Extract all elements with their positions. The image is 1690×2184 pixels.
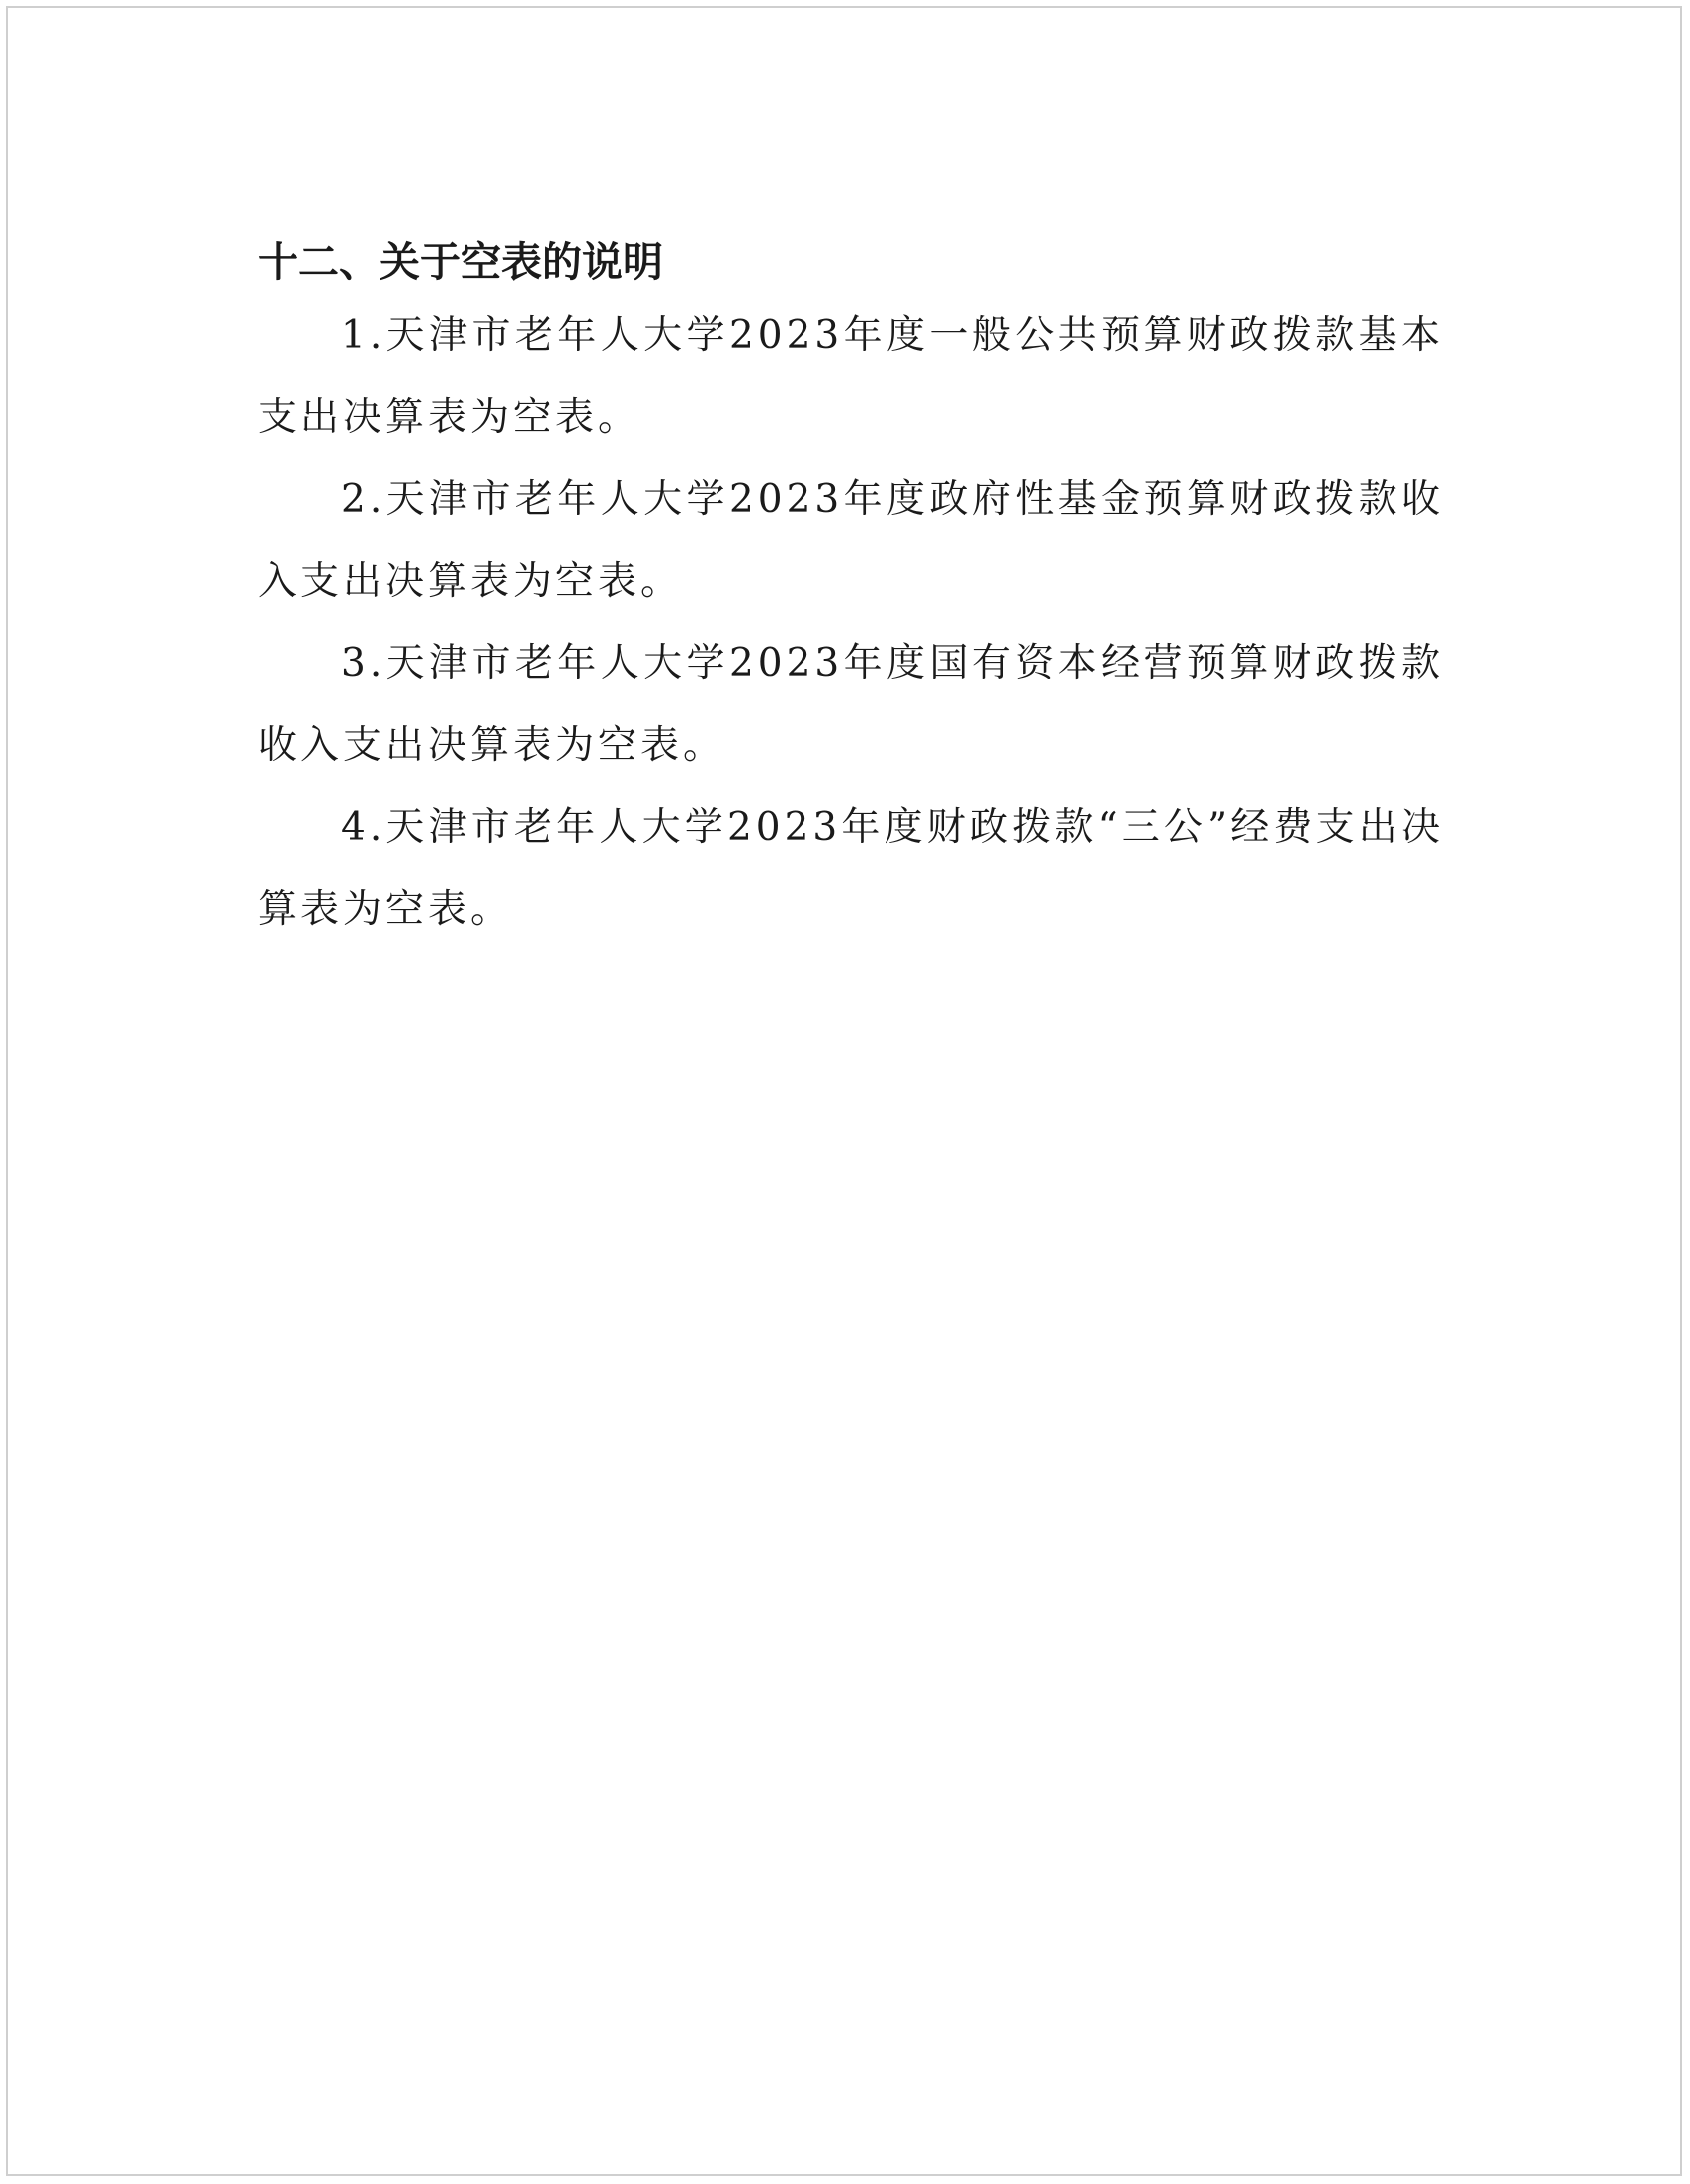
section-title: 十二、关于空表的说明 [258,238,663,286]
paragraph-item-2: 2.天津市老年人大学2023年度政府性基金预算财政拨款收入支出决算表为空表。 [258,477,1444,604]
document-content [258,229,1444,951]
paragraph-item-3: 3.天津市老年人大学2023年度国有资本经营预算财政拨款收入支出决算表为空表。 [258,641,1444,768]
document-page [6,6,1682,2176]
paragraph-item-1: 1.天津市老年人大学2023年度一般公共预算财政拨款基本支出决算表为空表。 [258,313,1444,440]
paragraph-item-4: 4.天津市老年人大学2023年度财政拨款“三公”经费支出决算表为空表。 [258,805,1444,932]
